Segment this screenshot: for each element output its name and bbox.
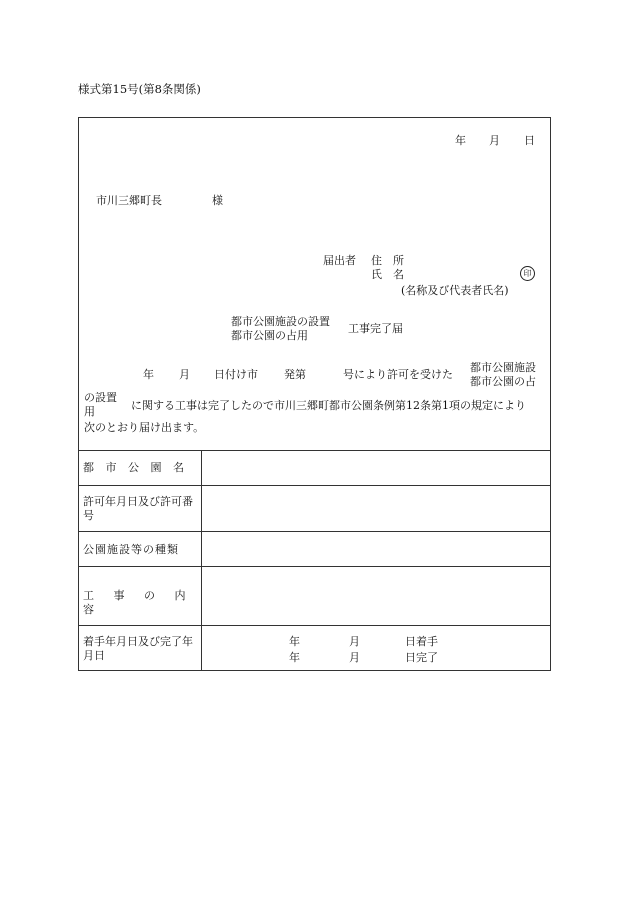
label-facility-type: 公園施設等の種類 [83, 543, 179, 556]
body-wrap-facility: の設置 [84, 391, 117, 404]
label-work-content: 工 事 の 内 容 [83, 589, 194, 616]
name-note: (名称及び代表者氏名) [401, 284, 509, 297]
table-line [78, 566, 551, 567]
end-month: 月 [349, 651, 360, 664]
body-permit-text: 号により許可を受けた [343, 368, 453, 381]
body-last-line: 次のとおり届け出ます。 [84, 421, 205, 434]
start-suffix: 日着手 [405, 635, 438, 648]
table-line [78, 485, 551, 486]
table-divider [201, 450, 202, 671]
title-option-facility: 都市公園施設の設置 [231, 315, 330, 328]
start-year: 年 [289, 635, 300, 648]
name-label: 氏 名 [371, 268, 404, 281]
label-park-name: 都 市 公 園 名 [83, 461, 188, 474]
addressee-honorific: 様 [212, 194, 223, 207]
body-dated: 日付け市 [214, 368, 258, 381]
start-month: 月 [349, 635, 360, 648]
end-year: 年 [289, 651, 300, 664]
date-day: 日 [524, 134, 535, 147]
body-year: 年 [143, 368, 154, 381]
table-line [78, 625, 551, 626]
form-title: 様式第15号(第8条関係) [78, 82, 201, 96]
table-line [78, 450, 551, 451]
body-issue: 発第 [284, 368, 306, 381]
seal-mark: 印 [520, 266, 535, 281]
address-label: 住 所 [371, 254, 404, 267]
date-year: 年 [455, 134, 466, 147]
title-suffix: 工事完了届 [348, 322, 403, 335]
body-option-facility: 都市公園施設 [470, 361, 536, 374]
label-permit-date-number: 許可年月日及び許可番号 [83, 495, 193, 522]
end-suffix: 日完了 [405, 651, 438, 664]
label-start-end: 着手年月日及び完了年月日 [83, 635, 193, 662]
body-main-text: に関する工事は完了したので市川三郷町都市公園条例第12条第1項の規定により [131, 399, 526, 412]
table-line [78, 531, 551, 532]
body-month: 月 [179, 368, 190, 381]
body-option-occupancy: 都市公園の占 [470, 375, 536, 388]
title-option-occupancy: 都市公園の占用 [231, 329, 308, 342]
body-wrap-occupancy: 用 [84, 405, 95, 418]
date-month: 月 [489, 134, 500, 147]
addressee-name: 市川三郷町長 [96, 194, 162, 207]
applicant-label: 届出者 [323, 254, 356, 267]
